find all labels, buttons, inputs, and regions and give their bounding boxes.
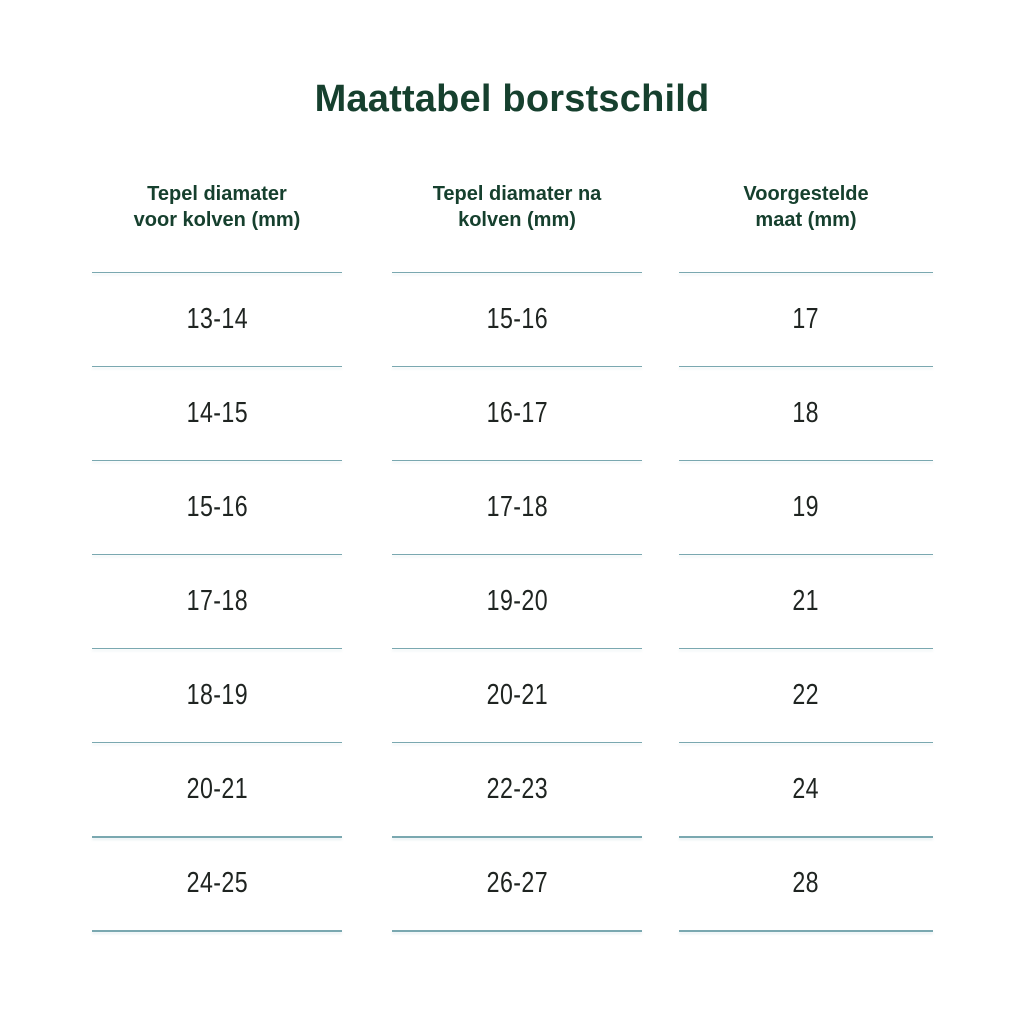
cell-value <box>679 555 933 648</box>
column-header-line2: kolven (mm) <box>458 209 576 231</box>
value-text: 24-25 <box>186 867 248 900</box>
cell-value <box>92 649 342 742</box>
cell-value <box>392 743 642 836</box>
cell-value <box>92 838 342 931</box>
value-text: 20-21 <box>486 679 548 712</box>
value-text: 15-16 <box>486 302 548 335</box>
value-text: 17-18 <box>486 490 548 523</box>
value-text: 17-18 <box>186 585 248 618</box>
value-text: 21 <box>792 585 820 618</box>
column-header-line1: Voorgestelde <box>743 183 869 205</box>
value-text: 28 <box>792 867 820 900</box>
cell-value <box>392 461 642 554</box>
cell-value <box>392 838 642 931</box>
column-header <box>679 180 933 272</box>
column-header <box>392 180 642 272</box>
value-text: 14-15 <box>186 396 248 429</box>
column-header <box>92 180 342 272</box>
cell-value <box>392 273 642 366</box>
column-diameter-before-pumping <box>92 180 342 932</box>
cell-value <box>92 743 342 836</box>
value-text: 26-27 <box>486 867 548 900</box>
value-text: 24 <box>792 773 820 806</box>
column-suggested-size <box>679 180 933 932</box>
value-text: 19-20 <box>486 585 548 618</box>
page-title: Maattabel borstschild <box>314 78 710 120</box>
column-header-line2: voor kolven (mm) <box>133 209 301 231</box>
column-header-line2: maat (mm) <box>755 209 857 231</box>
value-text: 20-21 <box>186 773 248 806</box>
column-diameter-after-pumping <box>392 180 642 932</box>
cell-value <box>92 555 342 648</box>
cell-value <box>92 461 342 554</box>
value-text: 17 <box>792 302 820 335</box>
value-text: 22-23 <box>486 773 548 806</box>
cell-value <box>392 555 642 648</box>
divider-line <box>679 930 933 932</box>
value-text: 13-14 <box>186 302 248 335</box>
divider-line <box>92 930 342 932</box>
value-text: 18-19 <box>186 679 248 712</box>
divider-line <box>392 930 642 932</box>
cell-value <box>392 649 642 742</box>
value-text: 16-17 <box>486 396 548 429</box>
cell-value <box>679 649 933 742</box>
column-header-line1: Tepel diamater <box>147 183 287 205</box>
cell-value <box>679 367 933 460</box>
cell-value <box>679 838 933 931</box>
value-text: 15-16 <box>186 490 248 523</box>
cell-value <box>679 273 933 366</box>
cell-value <box>392 367 642 460</box>
value-text: 19 <box>792 490 820 523</box>
cell-value <box>92 367 342 460</box>
value-text: 18 <box>792 396 820 429</box>
cell-value <box>92 273 342 366</box>
size-table <box>92 180 933 936</box>
column-header-line1: Tepel diamater na <box>432 183 602 205</box>
cell-value <box>679 461 933 554</box>
value-text: 22 <box>792 679 820 712</box>
cell-value <box>679 743 933 836</box>
